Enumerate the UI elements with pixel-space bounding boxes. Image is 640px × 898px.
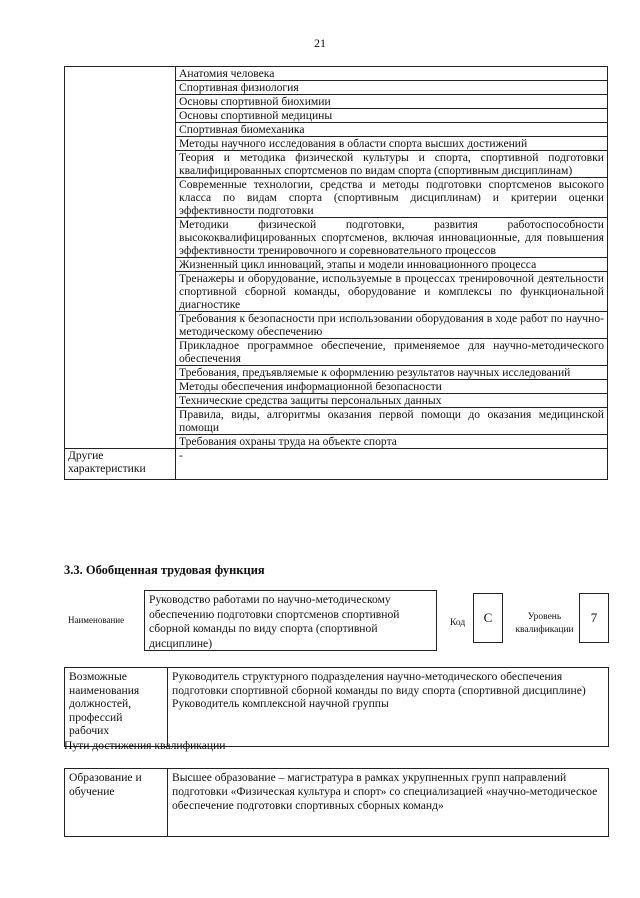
knowledge-item: Требования, предъявляемые к оформлению результатов научных исследований bbox=[176, 366, 608, 380]
knowledge-item: Спортивная биомеханика bbox=[176, 123, 608, 137]
general-function-row bbox=[64, 585, 609, 655]
qualification-paths-label: Пути достижения квалификации bbox=[64, 739, 226, 752]
knowledge-item: Тренажеры и оборудование, используемые в процессах тренировочной деятельности спортивной сборной команды, оборудование и комплексы по функциональной диагностике bbox=[176, 272, 608, 312]
education-table bbox=[64, 768, 609, 837]
education-label: Образование и обучение bbox=[65, 769, 168, 837]
empty-label-cell bbox=[65, 67, 176, 449]
code-box: С bbox=[473, 593, 503, 643]
qualification-level-label: Уровень квалификации bbox=[515, 612, 574, 635]
knowledge-item: Спортивная физиология bbox=[176, 81, 608, 95]
qualification-level-box: 7 bbox=[579, 593, 609, 643]
other-characteristics-value: - bbox=[176, 449, 608, 480]
knowledge-item: Требования охраны труда на объекте спорта bbox=[176, 435, 608, 449]
positions-value bbox=[168, 668, 609, 747]
positions-table bbox=[64, 667, 609, 747]
knowledge-table bbox=[64, 66, 608, 480]
page-number: 21 bbox=[314, 36, 326, 50]
knowledge-item: Прикладное программное обеспечение, применяемое для научно-методического обеспечения bbox=[176, 339, 608, 366]
name-label: Наименование bbox=[68, 615, 125, 625]
knowledge-item: Анатомия человека bbox=[176, 67, 608, 81]
positions-label: Возможные наименования должностей, профессий рабочих bbox=[65, 668, 168, 747]
knowledge-item: Современные технологии, средства и методы подготовки спортсменов высокого класса по видам спорта (спортивным дисциплинам) и критерии оценки эффективности подготовки bbox=[176, 178, 608, 218]
position-item: Руководитель структурного подразделения научно-методического обеспечения подготовки спортивной сборной команды по виду спорта (спортивной дисциплине) bbox=[172, 670, 586, 697]
knowledge-item: Основы спортивной биохимии bbox=[176, 95, 608, 109]
table-row bbox=[65, 449, 608, 480]
table-row bbox=[65, 668, 609, 747]
knowledge-item: Правила, виды, алгоритмы оказания первой помощи до оказания медицинской помощи bbox=[176, 408, 608, 435]
education-value: Высшее образование – магистратура в рамках укрупненных групп направлений подготовки «Физическая культура и спорт» со специализацией «научно-методическое обеспечение подготовки спортивных сборных команд» bbox=[168, 769, 609, 837]
knowledge-item: Методы обеспечения информационной безопасности bbox=[176, 380, 608, 394]
table-row bbox=[65, 67, 608, 81]
other-characteristics-label: Другие характеристики bbox=[65, 449, 176, 480]
table-row bbox=[65, 769, 609, 837]
knowledge-item: Жизненный цикл инноваций, этапы и модели инновационного процесса bbox=[176, 258, 608, 272]
section-title: 3.3. Обобщенная трудовая функция bbox=[64, 563, 265, 577]
knowledge-item: Теория и методика физической культуры и спорта, спортивной подготовки квалифицированных спортсменов по видам спорта (спортивным дисциплинам) bbox=[176, 151, 608, 178]
position-item: Руководитель комплексной научной группы bbox=[172, 697, 389, 710]
code-label: Код bbox=[450, 618, 466, 628]
knowledge-item: Требования к безопасности при использовании оборудования в ходе работ по научно-методическому обеспечению bbox=[176, 312, 608, 339]
function-name-box: Руководство работами по научно-методическому обеспечению подготовки спортсменов спортивной сборной команды по виду спорта (спортивной дисциплине) bbox=[144, 590, 437, 651]
knowledge-item: Основы спортивной медицины bbox=[176, 109, 608, 123]
knowledge-item: Методы научного исследования в области спорта высших достижений bbox=[176, 137, 608, 151]
knowledge-item: Технические средства защиты персональных данных bbox=[176, 394, 608, 408]
knowledge-item: Методики физической подготовки, развития работоспособности высококвалифицированных спортсменов, включая инновационные, для повышения эффективности тренировочного и соревновательного процессов bbox=[176, 218, 608, 258]
